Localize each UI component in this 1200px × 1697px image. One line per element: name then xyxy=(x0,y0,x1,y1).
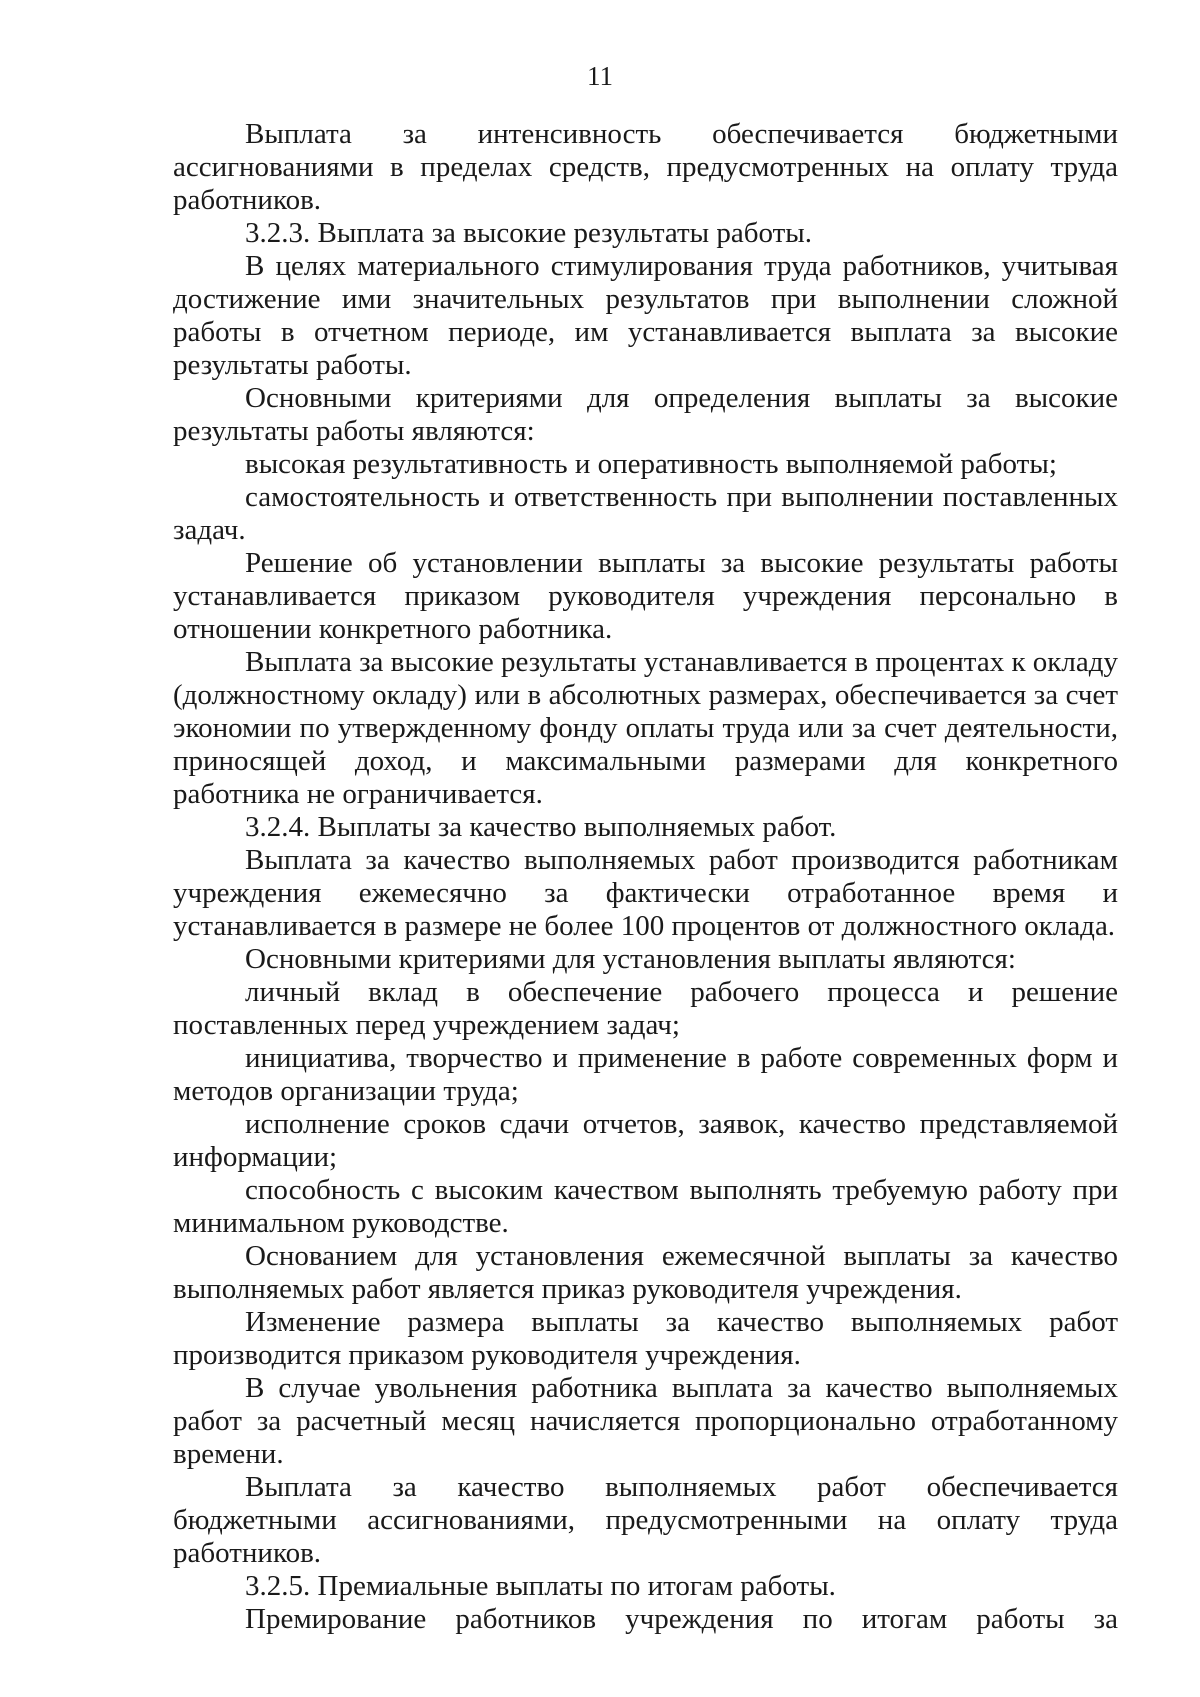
section-heading-3-2-5: 3.2.5. Премиальные выплаты по итогам работы. xyxy=(245,1570,836,1602)
document-body xyxy=(173,118,1118,1636)
paragraph: Решение об установлении выплаты за высокие результаты работы устанавливается приказом руководителя учреждения персонально в отношении конкретного работника. xyxy=(173,547,1118,645)
paragraph: Основными критериями для определения выплаты за высокие результаты работы являются: xyxy=(173,382,1118,447)
paragraph: Изменение размера выплаты за качество выполняемых работ производится приказом руководителя учреждения. xyxy=(173,1306,1118,1371)
paragraph: Выплата за качество выполняемых работ обеспечивается бюджетными ассигнованиями, предусмотренными на оплату труда работников. xyxy=(173,1471,1118,1569)
paragraph: В случае увольнения работника выплата за качество выполняемых работ за расчетный месяц начисляется пропорционально отработанному времени. xyxy=(173,1372,1118,1470)
section-heading-3-2-4: 3.2.4. Выплаты за качество выполняемых работ. xyxy=(245,811,837,843)
list-item: инициатива, творчество и применение в работе современных форм и методов организации труда; xyxy=(173,1042,1118,1107)
section-heading-3-2-3: 3.2.3. Выплата за высокие результаты работы. xyxy=(245,217,813,249)
paragraph: Выплата за качество выполняемых работ производится работникам учреждения ежемесячно за фактически отработанное время и устанавливается в размере не более 100 процентов от должностного оклада. xyxy=(173,844,1118,942)
paragraph: Основанием для установления ежемесячной выплаты за качество выполняемых работ является приказ руководителя учреждения. xyxy=(173,1240,1118,1305)
paragraph: Выплата за высокие результаты устанавливается в процентах к окладу (должностному окладу) или в абсолютных размерах, обеспечивается за счет экономии по утвержденному фонду оплаты труда или за счет деятельности, приносящей доход, и максимальными размерами для конкретного работника не ограничивается. xyxy=(173,646,1118,810)
list-item: самостоятельность и ответственность при выполнении поставленных задач. xyxy=(173,481,1118,546)
list-item: исполнение сроков сдачи отчетов, заявок, качество представляемой информации; xyxy=(173,1108,1118,1173)
page-number: 11 xyxy=(587,61,613,91)
paragraph: Основными критериями для установления выплаты являются: xyxy=(245,943,1016,975)
paragraph: В целях материального стимулирования труда работников, учитывая достижение ими значительных результатов при выполнении сложной работы в отчетном периоде, им устанавливается выплата за высокие результаты работы. xyxy=(173,250,1118,381)
list-item: способность с высоким качеством выполнять требуемую работу при минимальном руководстве. xyxy=(173,1174,1118,1239)
paragraph: Выплата за интенсивность обеспечивается бюджетными ассигнованиями в пределах средств, предусмотренных на оплату труда работников. xyxy=(173,118,1118,216)
list-item: высокая результативность и оперативность выполняемой работы; xyxy=(245,448,1057,480)
list-item: личный вклад в обеспечение рабочего процесса и решение поставленных перед учреждением задач; xyxy=(173,976,1118,1041)
paragraph-continued: Премирование работников учреждения по итогам работы за xyxy=(245,1603,1118,1635)
